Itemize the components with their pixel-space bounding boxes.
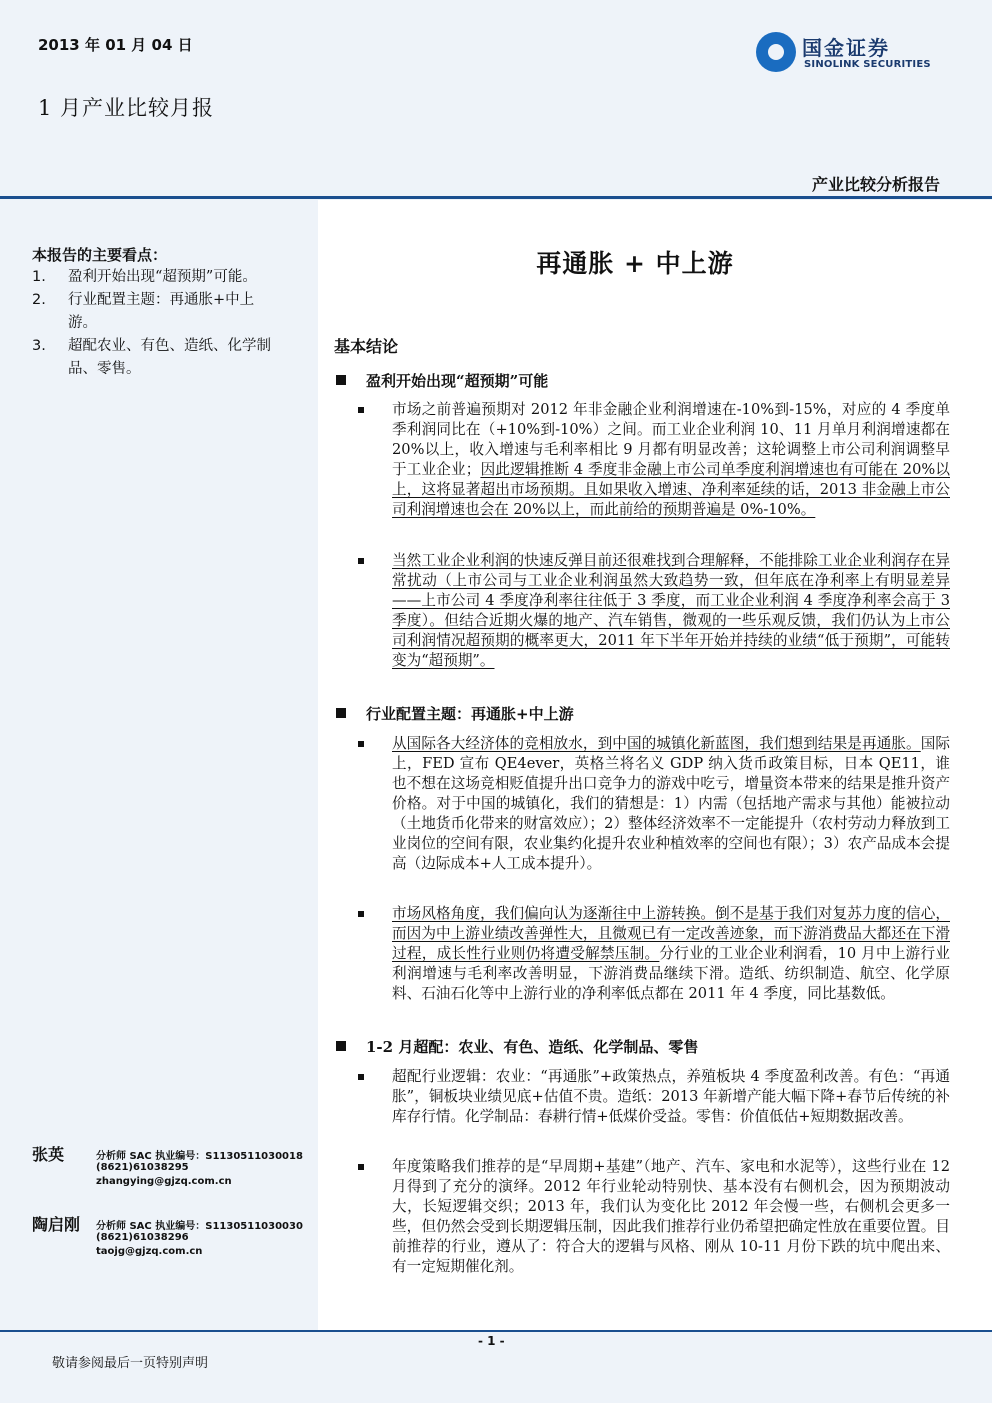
subsection-heading: 1-2 月超配：农业、有色、造纸、化学制品、零售 [336, 1036, 698, 1057]
logo-en-text: SINOLINK SECURITIES [804, 59, 931, 70]
report-series-title: 1 月产业比较月报 [38, 96, 215, 120]
paragraph: 从国际各大经济体的竞相放水，到中国的城镇化新蓝图，我们想到结果是再通胀。国际上，FED 宣布 QE4ever，英格兰将名义 GDP 纳入货币政策目标，日本 QE11，谁也不想在这场竞相贬值提升出口竞争力的游戏中吃亏，增量资本带来的结果是推升资产价格。对于中国的城镇化，我们的猜想是：1）内需（包括地产需求与其他）能被拉动（土地货币化带来的财富效应）；2）整体经济效率不一定能提升（农村劳动力释放到工业岗位的空间有限，农业集约化提升农业种植效率的空间也有限）；3）农产品成本会提高（边际成本+人工成本提升）。 [358, 734, 950, 874]
analyst-phone: (8621)61038296 [96, 1232, 189, 1243]
highlight-item: 3. 超配农业、有色、造纸、化学制品、零售。 [32, 338, 271, 377]
section-heading: 基本结论 [334, 337, 399, 356]
paragraph: 当然工业企业利润的快速反弹目前还很难找到合理解释，不能排除工业企业利润存在异常扰动（上市公司与工业企业利润虽然大致趋势一致，但年底在净利率上有明显差异——上市公司 4 季度净利率往往低于 3 季度，而工业企业利润 4 季度净利率会高于 3 季度）。但结合近期火爆的地产、汽车销售，微观的一些乐观反馈，我们仍认为上市公司利润情况超预期的概率更大，2011 年下半年开始并持续的业绩“低于预期”，可能转变为“超预期”。 [358, 551, 950, 671]
analyst-name: 陶启刚 [32, 1215, 81, 1234]
paragraph: 年度策略我们推荐的是“早周期+基建”（地产、汽车、家电和水泥等），这些行业在 12 月得到了充分的演绎。2012 年行业轮动特别快、基本没有右侧机会，因为预期波动大，长短逻辑交织；2013 年，我们认为变化比 2012 年会慢一些，右侧机会更多一些，但仍然会受到长期逻辑压制，因此我们推荐行业仍希望把确定性放在重要位置。目前推荐的行业，遵从了：符合大的逻辑与风格、刚从 10-11 月份下跌的坑中爬出来、有一定短期催化剂。 [358, 1157, 950, 1277]
highlight-item: 1. 盈利开始出现“超预期”可能。 [32, 269, 257, 285]
sinolink-logo [756, 30, 946, 74]
square-bullet-icon [336, 1041, 346, 1051]
subsection-heading: 盈利开始出现“超预期”可能 [336, 370, 548, 391]
bullet-icon [358, 558, 364, 564]
report-category: 产业比较分析报告 [811, 175, 940, 194]
paragraph: 超配行业逻辑：农业：“再通胀”+政策热点，养殖板块 4 季度盈利改善。有色：“再通胀”，铜板块业绩见底+估值不贵。造纸：2013 年新增产能大幅下降+春节后传统的补库存行情。化学制品：春耕行情+低煤价受益。零售：价值低估+短期数据改善。 [358, 1067, 950, 1127]
highlights-list [32, 266, 282, 381]
analyst-name: 张英 [32, 1145, 65, 1164]
footer-disclaimer: 敬请参阅最后一页特别声明 [52, 1356, 209, 1371]
square-bullet-icon [336, 375, 346, 385]
subsection-heading: 行业配置主题：再通胀+中上游 [336, 703, 574, 724]
highlight-item: 2. 行业配置主题：再通胀+中上游。 [32, 292, 255, 331]
analyst-sac: 分析师 SAC 执业编号：S1130511030018 [96, 1151, 303, 1162]
bullet-icon [358, 1164, 364, 1170]
footer-divider [0, 1330, 992, 1332]
analyst-sac: 分析师 SAC 执业编号：S1130511030030 [96, 1221, 303, 1232]
analyst-email: taojg@gjzq.com.cn [96, 1246, 203, 1257]
header-divider [0, 196, 992, 199]
report-date: 2013 年 01 月 04 日 [38, 36, 193, 54]
page-number: - 1 - [478, 1334, 505, 1348]
bullet-icon [358, 407, 364, 413]
paragraph: 市场风格角度，我们偏向认为逐渐往中上游转换。倒不是基于我们对复苏力度的信心，而因为中上游业绩改善弹性大，且微观已有一定改善迹象，而下游消费品大都还在下滑过程，成长性行业则仍将遭受解禁压制。分行业的工业企业利润看，10 月中上游行业利润增速与毛利率改善明显，下游消费品继续下滑。造纸、纺织制造、航空、化学原料、石油石化等中上游行业的净利率低点都在 2011 年 4 季度，同比基数低。 [358, 904, 950, 1004]
square-bullet-icon [336, 708, 346, 718]
bullet-icon [358, 1074, 364, 1080]
analyst-email: zhangying@gjzq.com.cn [96, 1176, 232, 1187]
highlights-title: 本报告的主要看点： [32, 246, 168, 264]
logo-cn-text: 国金证券 [802, 36, 890, 60]
analyst-phone: (8621)61038295 [96, 1162, 189, 1173]
paragraph: 市场之前普遍预期对 2012 年非金融企业利润增速在-10%到-15%，对应的 4 季度单季利润同比在（+10%到-10%）之间。而工业企业利润 10、11 月单月利润增速都在 20%以上，收入增速与毛利率相比 9 月都有明显改善；这轮调整上市公司利润调整早于工业企业；因此逻辑推断 4 季度非金融上市公司单季度利润增速也有可能在 20%以上，这将显著超出市场预期。且如果收入增速、净利率延续的话，2013 非金融上市公司利润增速也会在 20%以上，而此前给的预期普遍是 0%-10%。 [358, 400, 950, 520]
logo-mark-icon [756, 32, 796, 72]
main-title: 再通胀 + 中上游 [536, 249, 734, 278]
bullet-icon [358, 911, 364, 917]
bullet-icon [358, 741, 364, 747]
